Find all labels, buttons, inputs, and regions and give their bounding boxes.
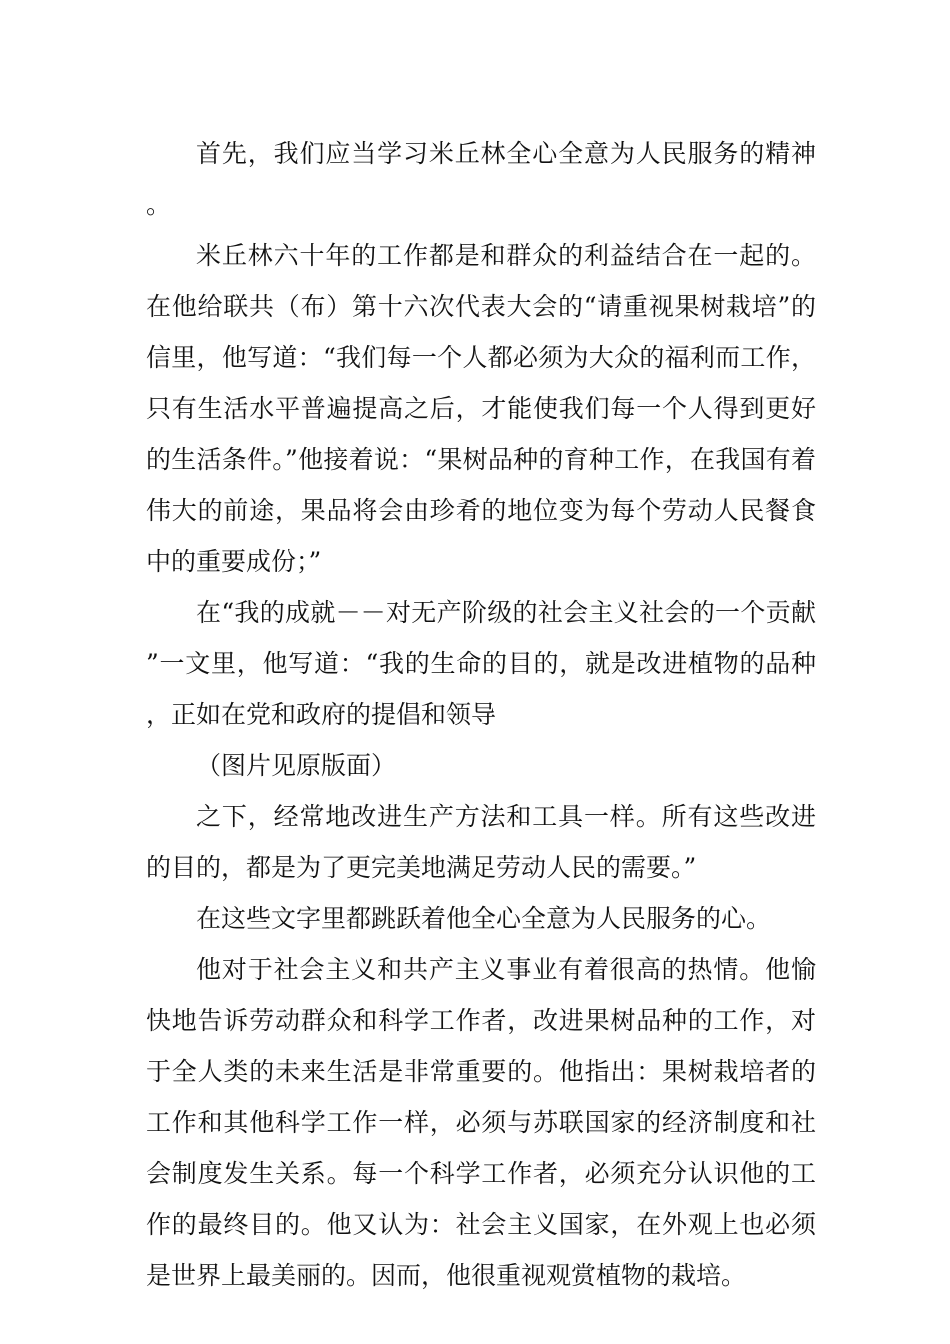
paragraph-sixty-years-work: 米丘林六十年的工作都是和群众的利益结合在一起的。在他给联共（布）第十六次代表大会的“请重视果树栽培”的信里，他写道：“我们每一个人都必须为大众的福利而工作，只有生活水平普遍提高之后，才能使我们每一个人得到更好的生活条件。”他接着说：“果树品种的育种工作，在我国有着伟大的前途，果品将会由珍肴的地位变为每个劳动人民餐食中的重要成份；”: [146, 241, 816, 576]
paragraph-socialism-enthusiasm: 他对于社会主义和共产主义事业有着很高的热情。他愉快地告诉劳动群众和科学工作者，改进果树品种的工作，对于全人类的未来生活是非常重要的。他指出：果树栽培者的工作和其他科学工作一样，必须与苏联国家的经济制度和社会制度发生关系。每一个科学工作者，必须充分认识他的工作的最终目的。他又认为：社会主义国家，在外观上也必须是世界上最美丽的。因而，他很重视观赏植物的栽培。: [146, 955, 816, 1290]
paragraph-service-spirit: 首先，我们应当学习米丘林全心全意为人民服务的精神。: [146, 139, 816, 219]
paragraph-my-achievements: 在“我的成就－－对无产阶级的社会主义社会的一个贡献”一文里，他写道：“我的生命的目的，就是改进植物的品种，正如在党和政府的提倡和领导: [146, 598, 816, 729]
image-placeholder-note: （图片见原版面）: [196, 751, 397, 780]
article-body: [146, 128, 816, 1301]
paragraph-continued-quote: 之下，经常地改进生产方法和工具一样。所有这些改进的目的，都是为了更完美地满足劳动人民的需要。”: [146, 802, 816, 882]
paragraph-heart-for-people: 在这些文字里都跳跃着他全心全意为人民服务的心。: [196, 904, 772, 933]
